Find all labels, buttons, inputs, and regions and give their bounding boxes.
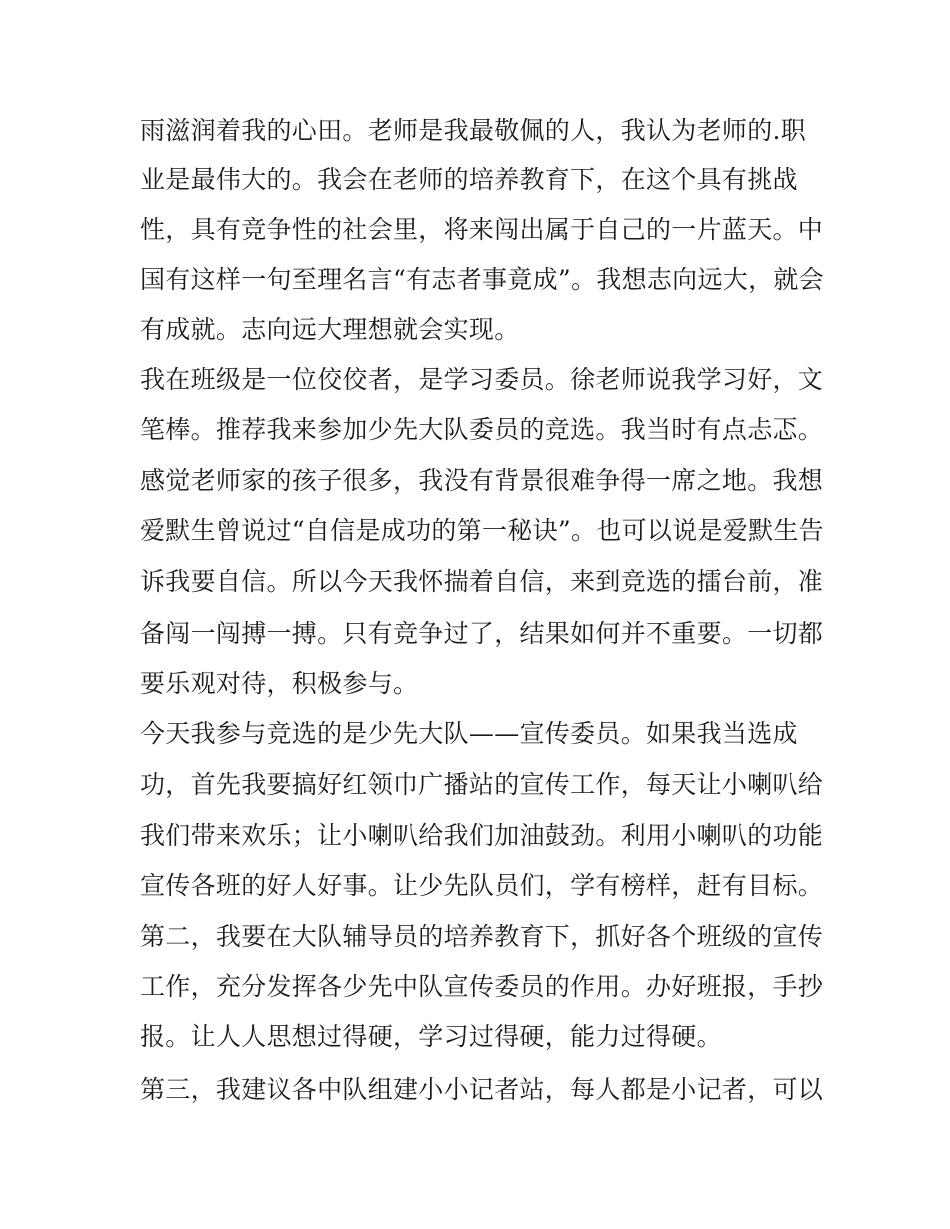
text-line: 我们带来欢乐；让小喇叭给我们加油鼓劲。利用小喇叭的功能 [140,821,824,850]
text-line: 宣传各班的好人好事。让少先队员们，学有榜样，赶有目标。 [140,871,824,900]
text-line: 第二，我要在大队辅导员的培养教育下，抓好各个班级的宣传 [140,922,824,951]
text-line: 性，具有竞争性的社会里，将来闯出属于自己的一片蓝天。中 [140,215,824,244]
text-line: 业是最伟大的。我会在老师的培养教育下，在这个具有挑战 [140,165,798,194]
text-line: 有成就。志向远大理想就会实现。 [140,315,520,344]
text-line: 国有这样一句至理名言“有志者事竟成”。我想志向远大，就会 [140,265,824,294]
text-line: 笔棒。推荐我来参加少先大队委员的竞选。我当时有点忐忑。 [140,415,824,444]
text-line: 雨滋润着我的心田。老师是我最敬佩的人，我认为老师的.职 [140,116,807,145]
text-line: 要乐观对待，积极参与。 [140,669,419,698]
text-line: 第三，我建议各中队组建小小记者站，每人都是小记者，可以 [140,1075,824,1104]
text-line: 诉我要自信。所以今天我怀揣着自信，来到竞选的擂台前，准 [140,567,824,596]
text-line: 今天我参与竞选的是少先大队——宣传委员。如果我当选成 [140,719,798,748]
text-line: 我在班级是一位佼佼者，是学习委员。徐老师说我学习好，文 [140,365,824,394]
text-line: 感觉老师家的孩子很多，我没有背景很难争得一席之地。我想 [140,466,824,495]
text-line: 报。让人人思想过得硬，学习过得硬，能力过得硬。 [140,1022,722,1051]
text-line: 爱默生曾说过“自信是成功的第一秘诀”。也可以说是爱默生告 [140,516,824,545]
text-line: 备闯一闯搏一搏。只有竞争过了，结果如何并不重要。一切都 [140,619,824,648]
text-line: 工作，充分发挥各少先中队宣传委员的作用。办好班报，手抄 [140,972,824,1001]
text-line: 功，首先我要搞好红领巾广播站的宣传工作，每天让小喇叭给 [140,770,824,799]
